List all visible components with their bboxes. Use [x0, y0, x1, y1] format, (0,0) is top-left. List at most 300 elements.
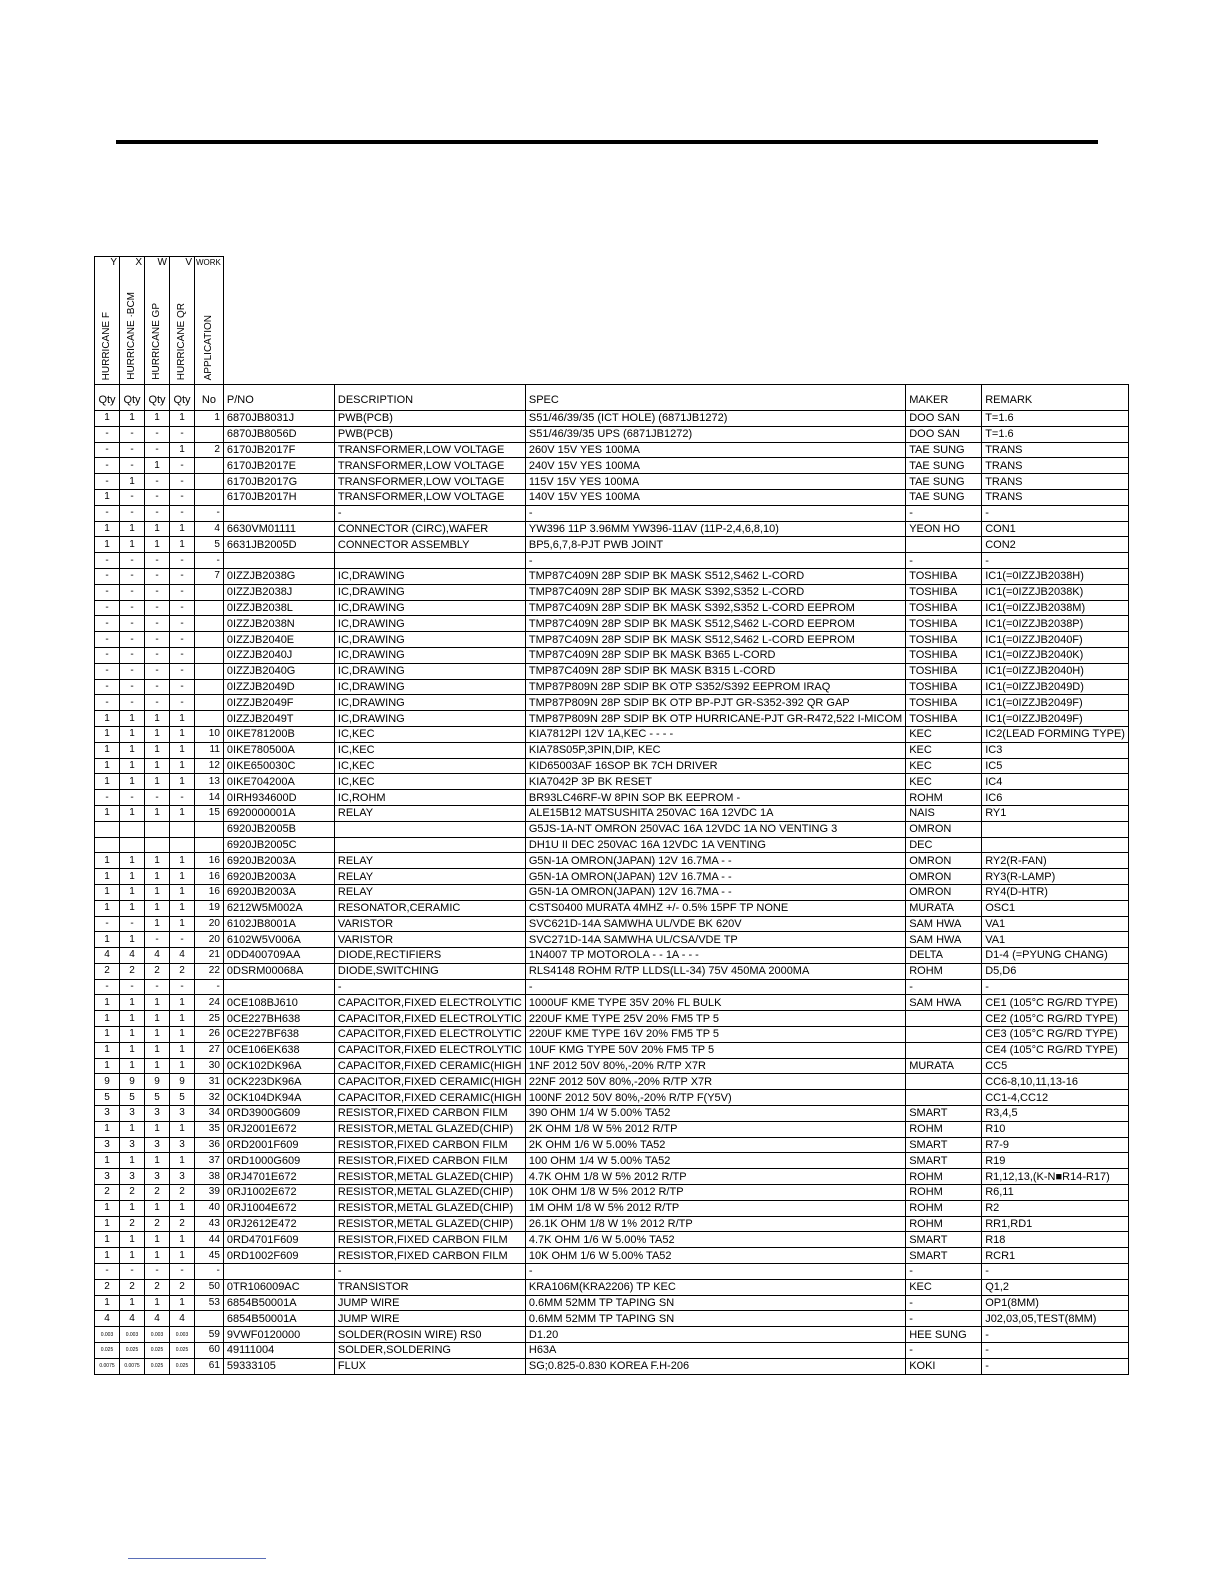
- description-cell: IC,DRAWING: [334, 695, 525, 711]
- spec-cell: RLS4148 ROHM R/TP LLDS(LL-34) 75V 450MA 2000MA: [525, 963, 905, 979]
- qty-x-cell: 3: [120, 1106, 145, 1122]
- qty-w-cell: -: [145, 489, 170, 505]
- qty-w-cell: -: [145, 426, 170, 442]
- qty-x-cell: -: [120, 584, 145, 600]
- qty-v-cell: 3: [170, 1106, 195, 1122]
- qty-w-cell: 5: [145, 1090, 170, 1106]
- maker-cell: KEC: [906, 1279, 982, 1295]
- qty-v-cell: -: [170, 663, 195, 679]
- qty-v-cell: -: [170, 647, 195, 663]
- item-no-cell: [195, 647, 224, 663]
- table-row: [95, 1121, 1129, 1137]
- qty-v-cell: 9: [170, 1074, 195, 1090]
- qty-y-cell: 1: [95, 489, 120, 505]
- table-row: [95, 1137, 1129, 1153]
- qty-y-cell: 1: [95, 884, 120, 900]
- qty-y-cell: 3: [95, 1169, 120, 1185]
- column-header-row: [95, 385, 1129, 411]
- part-number-cell: 0IZZJB2038L: [223, 600, 334, 616]
- maker-cell: KEC: [906, 758, 982, 774]
- spec-cell: 100NF 2012 50V 80%,-20% R/TP F(Y5V): [525, 1090, 905, 1106]
- item-no-cell: 15: [195, 805, 224, 821]
- item-no-cell: [195, 632, 224, 648]
- table-row: [95, 995, 1129, 1011]
- qty-w-cell: -: [145, 568, 170, 584]
- qty-x-cell: 1: [120, 711, 145, 727]
- maker-cell: ROHM: [906, 963, 982, 979]
- qty-y-cell: 3: [95, 1106, 120, 1122]
- qty-x-cell: 1: [120, 1200, 145, 1216]
- maker-cell: SMART: [906, 1137, 982, 1153]
- description-cell: RESISTOR,FIXED CARBON FILM: [334, 1106, 525, 1122]
- item-no-cell: -: [195, 505, 224, 521]
- maker-cell: KEC: [906, 742, 982, 758]
- part-number-cell: 0IKE781200B: [223, 726, 334, 742]
- table-row: [95, 916, 1129, 932]
- qty-x-cell: 1: [120, 537, 145, 553]
- qty-w-cell: 2: [145, 1279, 170, 1295]
- spec-cell: 0.6MM 52MM TP TAPING SN: [525, 1295, 905, 1311]
- qty-v-cell: 1: [170, 1153, 195, 1169]
- qty-v-cell: 2: [170, 963, 195, 979]
- qty-w-cell: -: [145, 979, 170, 995]
- qty-v-cell: 0.003: [170, 1327, 195, 1343]
- header-rule: [116, 140, 1098, 144]
- qty-y-cell: 2: [95, 1185, 120, 1201]
- remark-cell: -: [982, 1264, 1129, 1280]
- spec-cell: DH1U II DEC 250VAC 16A 12VDC 1A VENTING: [525, 837, 905, 853]
- spec-cell: 0.6MM 52MM TP TAPING SN: [525, 1311, 905, 1327]
- table-row: [95, 568, 1129, 584]
- qty-x-cell: 4: [120, 1311, 145, 1327]
- table-row: [95, 1106, 1129, 1122]
- remark-cell: IC1(=0IZZJB2040F): [982, 632, 1129, 648]
- qty-x-cell: -: [120, 426, 145, 442]
- remark-cell: CE4 (105°C RG/RD TYPE): [982, 1042, 1129, 1058]
- remark-cell: J02,03,05,TEST(8MM): [982, 1311, 1129, 1327]
- qty-x-cell: 2: [120, 963, 145, 979]
- qty-y-cell: 1: [95, 774, 120, 790]
- item-no-cell: 21: [195, 948, 224, 964]
- qty-x-cell: 9: [120, 1074, 145, 1090]
- spec-cell: 140V 15V YES 100MA: [525, 489, 905, 505]
- description-cell: RESISTOR,METAL GLAZED(CHIP): [334, 1121, 525, 1137]
- remark-cell: -: [982, 1343, 1129, 1359]
- qty-w-cell: 1: [145, 995, 170, 1011]
- remark-cell: Q1,2: [982, 1279, 1129, 1295]
- description-cell: RESISTOR,METAL GLAZED(CHIP): [334, 1216, 525, 1232]
- remark-cell: IC6: [982, 790, 1129, 806]
- qty-y-cell: -: [95, 584, 120, 600]
- qty-w-cell: 1: [145, 711, 170, 727]
- qty-x-cell: 1: [120, 758, 145, 774]
- table-row: [95, 869, 1129, 885]
- remark-cell: CON1: [982, 521, 1129, 537]
- header-pno: P/NO: [223, 385, 334, 411]
- qty-w-cell: -: [145, 632, 170, 648]
- part-number-cell: [223, 979, 334, 995]
- header-description: DESCRIPTION: [334, 385, 525, 411]
- qty-x-cell: 1: [120, 521, 145, 537]
- spec-cell: KIA78S05P,3PIN,DIP, KEC: [525, 742, 905, 758]
- description-cell: RESISTOR,METAL GLAZED(CHIP): [334, 1200, 525, 1216]
- header-qty: Qty: [95, 385, 120, 411]
- qty-y-cell: 1: [95, 1042, 120, 1058]
- qty-w-cell: 1: [145, 853, 170, 869]
- qty-x-cell: -: [120, 679, 145, 695]
- item-no-cell: [195, 837, 224, 853]
- maker-cell: -: [906, 1311, 982, 1327]
- spec-cell: 260V 15V YES 100MA: [525, 442, 905, 458]
- qty-y-cell: 1: [95, 1121, 120, 1137]
- description-cell: RESONATOR,CERAMIC: [334, 900, 525, 916]
- qty-y-cell: -: [95, 600, 120, 616]
- qty-v-cell: 1: [170, 521, 195, 537]
- maker-cell: TAE SUNG: [906, 489, 982, 505]
- qty-y-cell: 1: [95, 932, 120, 948]
- remark-cell: IC1(=0IZZJB2049D): [982, 679, 1129, 695]
- description-cell: RESISTOR,FIXED CARBON FILM: [334, 1232, 525, 1248]
- table-row: [95, 1327, 1129, 1343]
- maker-cell: [906, 1042, 982, 1058]
- qty-v-cell: 3: [170, 1169, 195, 1185]
- table-row: [95, 758, 1129, 774]
- qty-y-cell: 1: [95, 1216, 120, 1232]
- spec-cell: 390 OHM 1/4 W 5.00% TA52: [525, 1106, 905, 1122]
- qty-x-cell: 1: [120, 742, 145, 758]
- part-number-cell: 0CK102DK96A: [223, 1058, 334, 1074]
- description-cell: FLUX: [334, 1358, 525, 1374]
- description-cell: IC,KEC: [334, 742, 525, 758]
- maker-cell: TOSHIBA: [906, 616, 982, 632]
- table-row: [95, 805, 1129, 821]
- description-cell: CAPACITOR,FIXED CERAMIC(HIGH: [334, 1074, 525, 1090]
- qty-w-cell: 1: [145, 458, 170, 474]
- spec-cell: BP5,6,7,8-PJT PWB JOINT: [525, 537, 905, 553]
- item-no-cell: 20: [195, 932, 224, 948]
- part-number-cell: 0RJ1004E672: [223, 1200, 334, 1216]
- item-no-cell: 10: [195, 726, 224, 742]
- qty-x-cell: 1: [120, 995, 145, 1011]
- description-cell: IC,DRAWING: [334, 584, 525, 600]
- description-cell: RELAY: [334, 884, 525, 900]
- item-no-cell: 25: [195, 1011, 224, 1027]
- qty-v-cell: 1: [170, 1200, 195, 1216]
- part-number-cell: 0CE106EK638: [223, 1042, 334, 1058]
- qty-x-cell: 1: [120, 900, 145, 916]
- qty-v-cell: 3: [170, 1137, 195, 1153]
- qty-x-cell: 0.025: [120, 1343, 145, 1359]
- table-row: [95, 1011, 1129, 1027]
- qty-w-cell: 1: [145, 1153, 170, 1169]
- qty-v-cell: -: [170, 979, 195, 995]
- remark-cell: TRANS: [982, 442, 1129, 458]
- variant-name: HURRICANE GP: [151, 303, 162, 380]
- description-cell: IC,DRAWING: [334, 647, 525, 663]
- qty-x-cell: 1: [120, 1295, 145, 1311]
- part-number-cell: 0DD400709AA: [223, 948, 334, 964]
- item-no-cell: 11: [195, 742, 224, 758]
- table-row: [95, 726, 1129, 742]
- item-no-cell: [195, 458, 224, 474]
- spec-cell: 4.7K OHM 1/8 W 5% 2012 R/TP: [525, 1169, 905, 1185]
- remark-cell: [982, 821, 1129, 837]
- part-number-cell: 6170JB2017E: [223, 458, 334, 474]
- remark-cell: IC4: [982, 774, 1129, 790]
- qty-w-cell: 1: [145, 1295, 170, 1311]
- qty-w-cell: 4: [145, 1311, 170, 1327]
- table-row: [95, 411, 1129, 427]
- qty-v-cell: 2: [170, 1185, 195, 1201]
- qty-x-cell: [120, 821, 145, 837]
- description-cell: CAPACITOR,FIXED CERAMIC(HIGH: [334, 1058, 525, 1074]
- qty-x-cell: -: [120, 600, 145, 616]
- maker-cell: TOSHIBA: [906, 695, 982, 711]
- qty-x-cell: 0.0075: [120, 1358, 145, 1374]
- remark-cell: CE2 (105°C RG/RD TYPE): [982, 1011, 1129, 1027]
- part-number-cell: 6920JB2003A: [223, 853, 334, 869]
- spec-cell: -: [525, 553, 905, 569]
- maker-cell: DOO SAN: [906, 411, 982, 427]
- description-cell: IC,DRAWING: [334, 616, 525, 632]
- qty-x-cell: 4: [120, 948, 145, 964]
- spec-cell: 10UF KMG TYPE 50V 20% FM5 TP 5: [525, 1042, 905, 1058]
- qty-w-cell: 4: [145, 948, 170, 964]
- part-number-cell: [223, 553, 334, 569]
- item-no-cell: -: [195, 553, 224, 569]
- qty-y-cell: -: [95, 979, 120, 995]
- maker-cell: OMRON: [906, 853, 982, 869]
- part-number-cell: 0CK223DK96A: [223, 1074, 334, 1090]
- remark-cell: D5,D6: [982, 963, 1129, 979]
- remark-cell: RY4(D-HTR): [982, 884, 1129, 900]
- maker-cell: ROHM: [906, 790, 982, 806]
- qty-v-cell: 1: [170, 995, 195, 1011]
- variant-name: APPLICATION: [202, 314, 214, 380]
- part-number-cell: 6854B50001A: [223, 1295, 334, 1311]
- qty-v-cell: 1: [170, 900, 195, 916]
- qty-y-cell: [95, 837, 120, 853]
- part-number-cell: [223, 505, 334, 521]
- description-cell: JUMP WIRE: [334, 1295, 525, 1311]
- table-row: [95, 537, 1129, 553]
- maker-cell: [906, 537, 982, 553]
- qty-v-cell: -: [170, 679, 195, 695]
- item-no-cell: [195, 616, 224, 632]
- qty-x-cell: 1: [120, 1153, 145, 1169]
- qty-y-cell: 1: [95, 1027, 120, 1043]
- table-row: [95, 853, 1129, 869]
- spec-cell: 1000UF KME TYPE 35V 20% FL BULK: [525, 995, 905, 1011]
- qty-y-cell: 0.025: [95, 1343, 120, 1359]
- qty-v-cell: -: [170, 932, 195, 948]
- spec-cell: TMP87C409N 28P SDIP BK MASK S392,S352 L-CORD: [525, 584, 905, 600]
- remark-cell: R6,11: [982, 1185, 1129, 1201]
- qty-x-cell: 1: [120, 1027, 145, 1043]
- maker-cell: -: [906, 553, 982, 569]
- item-no-cell: 7: [195, 568, 224, 584]
- remark-cell: CE3 (105°C RG/RD TYPE): [982, 1027, 1129, 1043]
- qty-v-cell: 1: [170, 1295, 195, 1311]
- part-number-cell: 6102W5V006A: [223, 932, 334, 948]
- bom-table: [94, 256, 1129, 1375]
- table-row: [95, 1248, 1129, 1264]
- table-row: [95, 442, 1129, 458]
- description-cell: CAPACITOR,FIXED ELECTROLYTIC: [334, 1027, 525, 1043]
- description-cell: IC,DRAWING: [334, 632, 525, 648]
- item-no-cell: 13: [195, 774, 224, 790]
- qty-y-cell: 1: [95, 521, 120, 537]
- part-number-cell: 0TR106009AC: [223, 1279, 334, 1295]
- item-no-cell: [195, 1311, 224, 1327]
- spec-cell: KID65003AF 16SOP BK 7CH DRIVER: [525, 758, 905, 774]
- maker-cell: TOSHIBA: [906, 568, 982, 584]
- description-cell: CONNECTOR ASSEMBLY: [334, 537, 525, 553]
- qty-y-cell: -: [95, 1264, 120, 1280]
- description-cell: PWB(PCB): [334, 426, 525, 442]
- spec-cell: G5N-1A OMRON(JAPAN) 12V 16.7MA - -: [525, 853, 905, 869]
- spec-cell: -: [525, 979, 905, 995]
- maker-cell: YEON HO: [906, 521, 982, 537]
- remark-cell: IC1(=0IZZJB2040K): [982, 647, 1129, 663]
- variant-letter: X: [120, 257, 145, 269]
- maker-cell: DELTA: [906, 948, 982, 964]
- item-no-cell: 32: [195, 1090, 224, 1106]
- qty-w-cell: -: [145, 442, 170, 458]
- part-number-cell: 0IZZJB2049F: [223, 695, 334, 711]
- spec-cell: TMP87C409N 28P SDIP BK MASK S512,S462 L-CORD EEPROM: [525, 632, 905, 648]
- qty-y-cell: 1: [95, 711, 120, 727]
- qty-w-cell: 9: [145, 1074, 170, 1090]
- qty-v-cell: -: [170, 616, 195, 632]
- part-number-cell: 6630VM01111: [223, 521, 334, 537]
- qty-w-cell: 1: [145, 411, 170, 427]
- qty-v-cell: 1: [170, 742, 195, 758]
- qty-v-cell: -: [170, 568, 195, 584]
- qty-w-cell: [145, 821, 170, 837]
- item-no-cell: [195, 679, 224, 695]
- qty-v-cell: -: [170, 553, 195, 569]
- qty-w-cell: 1: [145, 1011, 170, 1027]
- qty-v-cell: -: [170, 584, 195, 600]
- qty-w-cell: -: [145, 474, 170, 490]
- item-no-cell: 16: [195, 884, 224, 900]
- item-no-cell: [195, 821, 224, 837]
- qty-y-cell: 1: [95, 805, 120, 821]
- table-row: [95, 711, 1129, 727]
- qty-y-cell: 4: [95, 948, 120, 964]
- part-number-cell: 0IZZJB2049T: [223, 711, 334, 727]
- maker-cell: KEC: [906, 726, 982, 742]
- spec-cell: 1NF 2012 50V 80%,-20% R/TP X7R: [525, 1058, 905, 1074]
- description-cell: [334, 837, 525, 853]
- table-row: [95, 1074, 1129, 1090]
- qty-x-cell: 1: [120, 869, 145, 885]
- qty-x-cell: 1: [120, 1058, 145, 1074]
- maker-cell: SAM HWA: [906, 932, 982, 948]
- item-no-cell: 37: [195, 1153, 224, 1169]
- qty-y-cell: -: [95, 616, 120, 632]
- table-row: [95, 663, 1129, 679]
- qty-w-cell: -: [145, 600, 170, 616]
- part-number-cell: 0CE108BJ610: [223, 995, 334, 1011]
- remark-cell: IC1(=0IZZJB2038M): [982, 600, 1129, 616]
- description-cell: IC,KEC: [334, 758, 525, 774]
- part-number-cell: 0RJ4701E672: [223, 1169, 334, 1185]
- remark-cell: CC6-8,10,11,13-16: [982, 1074, 1129, 1090]
- qty-w-cell: 2: [145, 1216, 170, 1232]
- qty-v-cell: 1: [170, 758, 195, 774]
- item-no-cell: 19: [195, 900, 224, 916]
- table-row: [95, 695, 1129, 711]
- qty-w-cell: 2: [145, 1185, 170, 1201]
- item-no-cell: 2: [195, 442, 224, 458]
- qty-w-cell: -: [145, 679, 170, 695]
- description-cell: DIODE,SWITCHING: [334, 963, 525, 979]
- description-cell: CAPACITOR,FIXED ELECTROLYTIC: [334, 995, 525, 1011]
- qty-y-cell: 1: [95, 995, 120, 1011]
- description-cell: IC,DRAWING: [334, 711, 525, 727]
- remark-cell: VA1: [982, 916, 1129, 932]
- table-row: [95, 790, 1129, 806]
- part-number-cell: 0RJ2001E672: [223, 1121, 334, 1137]
- spec-cell: G5N-1A OMRON(JAPAN) 12V 16.7MA - -: [525, 869, 905, 885]
- spec-cell: ALE15B12 MATSUSHITA 250VAC 16A 12VDC 1A: [525, 805, 905, 821]
- description-cell: TRANSISTOR: [334, 1279, 525, 1295]
- spec-cell: 115V 15V YES 100MA: [525, 474, 905, 490]
- maker-cell: MURATA: [906, 900, 982, 916]
- spec-cell: 220UF KME TYPE 25V 20% FM5 TP 5: [525, 1011, 905, 1027]
- part-number-cell: 0CE227BH638: [223, 1011, 334, 1027]
- description-cell: CAPACITOR,FIXED ELECTROLYTIC: [334, 1042, 525, 1058]
- qty-x-cell: -: [120, 505, 145, 521]
- qty-w-cell: 3: [145, 1169, 170, 1185]
- item-no-cell: 16: [195, 869, 224, 885]
- qty-y-cell: -: [95, 790, 120, 806]
- part-number-cell: 6102JB8001A: [223, 916, 334, 932]
- maker-cell: NAIS: [906, 805, 982, 821]
- qty-v-cell: 2: [170, 1216, 195, 1232]
- remark-cell: CC5: [982, 1058, 1129, 1074]
- item-no-cell: [195, 663, 224, 679]
- remark-cell: T=1.6: [982, 426, 1129, 442]
- qty-x-cell: 0.003: [120, 1327, 145, 1343]
- qty-y-cell: 1: [95, 1011, 120, 1027]
- qty-v-cell: -: [170, 632, 195, 648]
- footer-link-line: [128, 1558, 266, 1559]
- item-no-cell: 20: [195, 916, 224, 932]
- remark-cell: -: [982, 1327, 1129, 1343]
- part-number-cell: 6920JB2005C: [223, 837, 334, 853]
- qty-y-cell: 9: [95, 1074, 120, 1090]
- qty-y-cell: 2: [95, 963, 120, 979]
- qty-w-cell: -: [145, 647, 170, 663]
- part-number-cell: 6870JB8056D: [223, 426, 334, 442]
- qty-v-cell: -: [170, 489, 195, 505]
- part-number-cell: 0IZZJB2038N: [223, 616, 334, 632]
- qty-w-cell: -: [145, 553, 170, 569]
- header-maker: MAKER: [906, 385, 982, 411]
- item-no-cell: [195, 426, 224, 442]
- description-cell: TRANSFORMER,LOW VOLTAGE: [334, 489, 525, 505]
- description-cell: IC,DRAWING: [334, 679, 525, 695]
- table-row: [95, 647, 1129, 663]
- spec-cell: TMP87C409N 28P SDIP BK MASK S512,S462 L-CORD: [525, 568, 905, 584]
- qty-x-cell: -: [120, 695, 145, 711]
- qty-w-cell: -: [145, 584, 170, 600]
- spec-cell: 100 OHM 1/4 W 5.00% TA52: [525, 1153, 905, 1169]
- qty-x-cell: -: [120, 553, 145, 569]
